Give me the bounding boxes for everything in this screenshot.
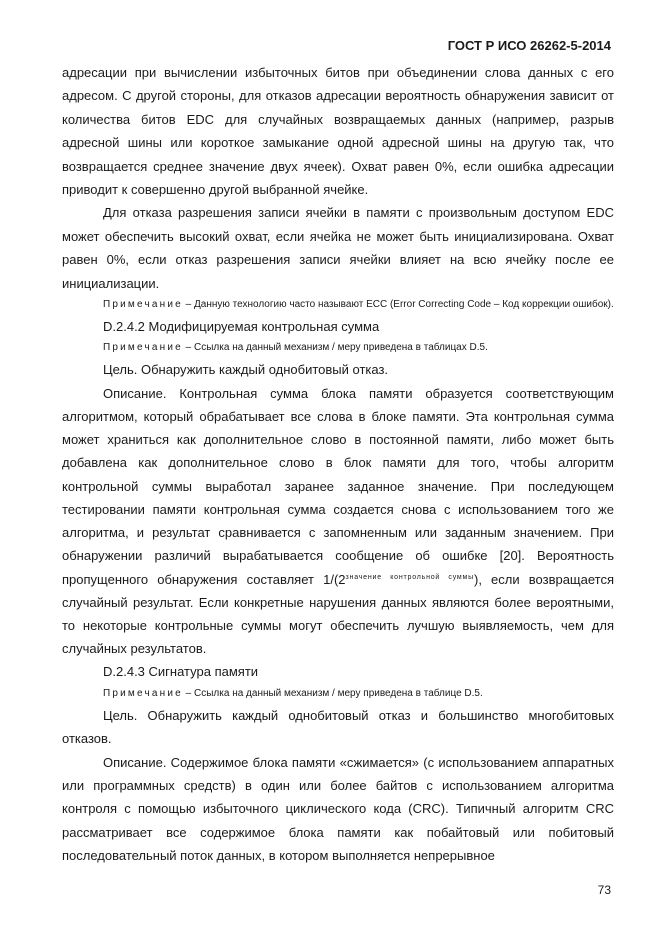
- note-label: Примечание: [103, 342, 183, 354]
- section-heading-checksum: D.2.4.2 Модифицируемая контрольная сумма: [103, 319, 380, 335]
- page-number: 73: [597, 883, 611, 897]
- note-checksum: [62, 338, 614, 358]
- goal-checksum: Цель. Обнаружить каждый однобитовый отказ.: [103, 362, 389, 378]
- note-text: – Ссылка на данный механизм / меру приведена в таблицах D.5.: [182, 342, 488, 354]
- document-header: ГОСТ Р ИСО 26262-5-2014: [447, 38, 611, 53]
- paragraph-continuation: адресации при вычислении избыточных битов при объединении слова данных с его адресом. С другой стороны, для отказов адресации вероятность обнаружения зависит от количества битов EDC для случайных возвращаемых данных (например, разрыв адресной шины или короткое замыкание одной адресной шины на другую так, что возвращается среднее значение двух ячеек). Охват равен 0%, если ошибка адресации приводит к совершенно другой выбранной ячейке.: [62, 65, 614, 198]
- note-text: – Данную технологию часто называют ECC (Error Correcting Code – Код коррекции ошибок).: [182, 299, 614, 311]
- description-signature: Описание. Содержимое блока памяти «сжимается» (с использованием аппаратных или программных средств) в один или более байтов с использованием алгоритма контроля с помощью избыточного циклического кода (CRC). Типичный алгоритм CRC рассматривает все содержимое блока памяти как побайтовый или побитовый последовательный поток данных, в котором выполняется непрерывное: [62, 754, 614, 864]
- description-text: Описание. Контрольная сумма блока памяти образуется соответствующим алгоритмом, который обрабатывает все слова в блоке памяти. Эта контрольная сумма может храниться как дополнительное слово в постоянной памяти, либо может быть добавлена как дополнительное слово в блок памяти для того, чтобы алгоритм контрольной суммы выработал заранее заданное значение. При последующем тестировании памяти контрольная сумма создается снова с использованием того же алгоритма, и результат сравнивается с запомненным или заданным значением. При обнаружении различий вырабатывается сообщение об ошибке [20]. Вероятность пропущенного обнаружения составляет 1/(2: [62, 385, 614, 587]
- note-ecc: [62, 295, 614, 315]
- page-body: [62, 61, 614, 868]
- description-checksum: [62, 382, 614, 660]
- note-signature: [62, 684, 614, 704]
- paragraph-write-enable: Для отказа разрешения записи ячейки в памяти с произвольным доступом EDC может обеспечить высокий охват, если ячейка не может быть инициализирована. Охват равен 0%, если отказ разрешения записи ячейки влияет на всю ячейку после ее инициализации.: [62, 205, 614, 291]
- description-text: ), если возвращается случайный результат. Если конкретные нарушения данных являются более вероятными, то некоторые контрольные суммы могут обеспечить лучшую выявляемость, чем для случайных результатов.: [62, 571, 615, 657]
- note-label: Примечание: [103, 299, 183, 311]
- superscript-exponent: значение контрольной суммы: [345, 573, 474, 581]
- section-heading-signature: D.2.4.3 Сигнатура памяти: [103, 664, 259, 680]
- goal-signature: Цель. Обнаружить каждый однобитовый отказ и большинство многобитовых отказов.: [62, 707, 614, 747]
- note-label: Примечание: [103, 687, 183, 699]
- note-text: – Ссылка на данный механизм / меру приведена в таблице D.5.: [182, 687, 483, 699]
